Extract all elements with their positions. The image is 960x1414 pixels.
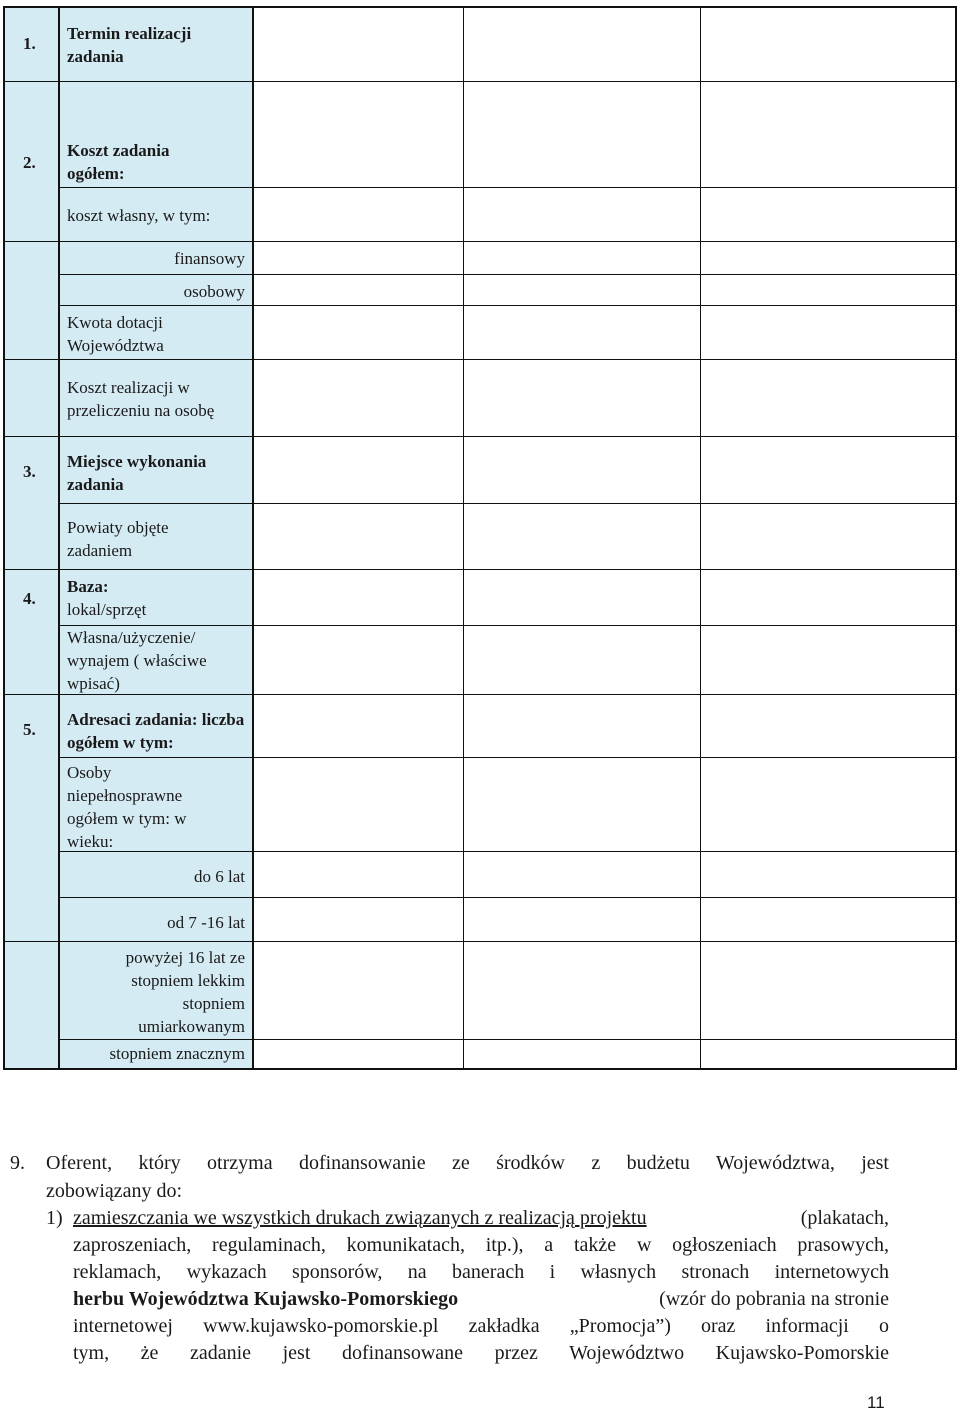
label-baza-rest: lokal/sprzęt [67, 600, 147, 619]
label-termin: Termin realizacji zadania [67, 24, 192, 66]
label-koszt-wlasny: koszt własny, w tym: [67, 206, 211, 225]
label-koszt-ogolem: Koszt zadania ogółem: [67, 141, 170, 183]
label-miejsce: Miejsce wykonania zadania [67, 452, 207, 494]
item-1-after-underlined: (plakatach, [800, 1207, 889, 1229]
label-stopnie-line-2: stopniem lekkim [131, 971, 245, 990]
item-1-line-4: reklamach, wykazach sponsorów, na banerach i własnych stronach internetowych [73, 1261, 889, 1283]
item-1-underlined: zamieszczania we wszystkich drukach związanych z realizacją projektu [73, 1207, 647, 1229]
label-osoby-niepelnosprawne: Osoby niepełnosprawne ogółem w tym: w wieku: [67, 763, 187, 851]
item-1-after-crest: (wzór do pobrania na stronie [659, 1288, 889, 1310]
label-adresaci: Adresaci zadania: liczba ogółem w tym: [67, 710, 245, 752]
label-koszt-na-osobe: Koszt realizacji w przeliczeniu na osobę [67, 378, 215, 420]
item-1-line-6: internetowej www.kujawsko-pomorskie.pl zakładka „Promocja”) oraz informacji o [73, 1315, 889, 1337]
label-7-16-lat: od 7 -16 lat [167, 913, 245, 932]
label-wlasna: Własna/użyczenie/ wynajem ( właściwe wpisać) [67, 628, 207, 693]
label-powyzej-16 [67, 946, 245, 1065]
item-1-bold-crest: herbu Województwa Kujawsko-Pomorskiego [73, 1288, 459, 1310]
label-stopnie-line-3: stopniem [182, 994, 245, 1013]
project-details-table [3, 6, 957, 1070]
row-number-1: 1. [23, 34, 36, 53]
row-number-4: 4. [23, 589, 36, 608]
row-number-2: 2. [23, 153, 36, 172]
label-baza-bold: Baza: [67, 577, 109, 596]
row-number-5: 5. [23, 720, 36, 739]
label-stopnie-line-4: umiarkowanym [138, 1017, 245, 1036]
section-9-intro-1: Oferent, który otrzyma dofinansowanie ze środków z budżetu Województwa, jest [46, 1152, 889, 1174]
page-number: 11 [867, 1393, 885, 1412]
label-stopnie-line-5: stopniem znacznym [109, 1044, 245, 1063]
item-1-line-3: zaproszeniach, regulaminach, komunikatach, itp.), a także w ogłoszeniach prasowych, [73, 1234, 889, 1256]
item-1-number: 1) [46, 1207, 63, 1229]
section-9-intro-2: zobowiązany do: [46, 1180, 183, 1202]
label-do-6-lat: do 6 lat [194, 867, 245, 886]
label-osobowy: osobowy [183, 282, 245, 301]
label-baza [67, 575, 237, 621]
label-finansowy: finansowy [174, 249, 245, 268]
label-kwota-dotacji: Kwota dotacji Województwa [67, 313, 164, 355]
item-1-line-7: tym, że zadanie jest dofinansowane przez Województwo Kujawsko-Pomorskie [73, 1342, 889, 1364]
label-powiaty: Powiaty objęte zadaniem [67, 518, 169, 560]
label-stopnie-line-1: powyżej 16 lat ze [125, 948, 245, 967]
row-number-3: 3. [23, 462, 36, 481]
section-9-number: 9. [10, 1152, 25, 1174]
